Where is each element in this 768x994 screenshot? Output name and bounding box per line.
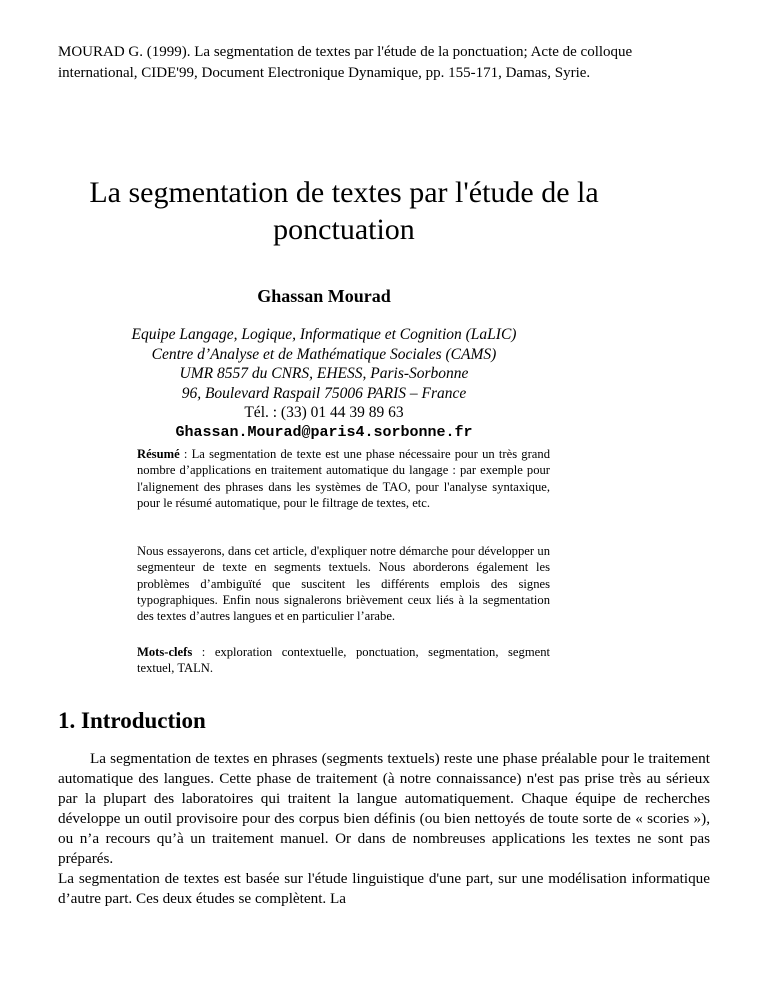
affiliation-umr: UMR 8557 du CNRS, EHESS, Paris-Sorbonne (179, 365, 469, 382)
citation-reference: MOURAD G. (1999). La segmentation de textes par l'étude de la ponctuation; Acte de colloque international, CIDE'99, Document Electronique Dynamique, pp. 155-171, Damas, Syrie. (58, 44, 633, 81)
abstract-paragraph-1 (137, 446, 550, 511)
author-name: Ghassan Mourad (257, 286, 391, 306)
keywords-text: : exploration contextuelle, ponctuation, segmentation, segment textuel, TALN. (137, 645, 550, 676)
intro-paragraph-1: La segmentation de textes en phrases (segments textuels) reste une phase préalable pour le traitement automatique des langues. Cette phase de traitement (à notre connaissance) n'est pas prise très au sérieux par la plupart des laboratoires qui traitent la langue automatiquement. Chaque équipe de recherches développe un outil provisoire pour des corpus bien définis (ou bien nettoyés de toute sorte de « scories »), ou n’a recours qu’à un traitement manuel. Or dans de nombreuses applications les textes ne sont pas préparés. (58, 750, 710, 867)
section-heading: 1. Introduction (58, 708, 206, 733)
abstract-text: : La segmentation de texte est une phase nécessaire pour un très grand nombre d’applications en traitement automatique du langage : par exemple pour l'alignement des phrases dans les systèmes de TAO, pour l'analyse syntaxique, pour le résumé automatique, pour le filtrage de textes, etc. (137, 447, 550, 510)
affiliation-block (100, 325, 548, 442)
abstract-paragraph-2: Nous essayerons, dans cet article, d'expliquer notre démarche pour développer un segmenteur de texte en segments textuels. Nous aborderons également les problèmes d’ambiguïté que suscitent les différents emplois des signes typographiques. Enfin nous signalerons brièvement ceux liés à la segmentation des textes d’autres langues et en particulier l’arabe. (137, 544, 550, 624)
introduction-body (58, 749, 710, 909)
paper-title: La segmentation de textes par l'étude de la ponctuation (89, 176, 599, 246)
affiliation-centre: Centre d’Analyse et de Mathématique Sociales (CAMS) (151, 345, 497, 363)
affiliation-phone: Tél. : (33) 01 44 39 89 63 (244, 404, 404, 421)
author-email[interactable]: Ghassan.Mourad@paris4.sorbonne.fr (175, 423, 473, 441)
keywords-label: Mots-clefs (137, 645, 193, 659)
keywords-paragraph (137, 644, 550, 677)
affiliation-address: 96, Boulevard Raspail 75006 PARIS – France (181, 384, 467, 402)
affiliation-team: Equipe Langage, Logique, Informatique et Cognition (LaLIC) (131, 326, 517, 343)
intro-paragraph-2: La segmentation de textes est basée sur l'étude linguistique d'une part, sur une modélisation informatique d’autre part. Ces deux études se complètent. La (58, 870, 710, 907)
abstract-label: Résumé (137, 447, 180, 461)
